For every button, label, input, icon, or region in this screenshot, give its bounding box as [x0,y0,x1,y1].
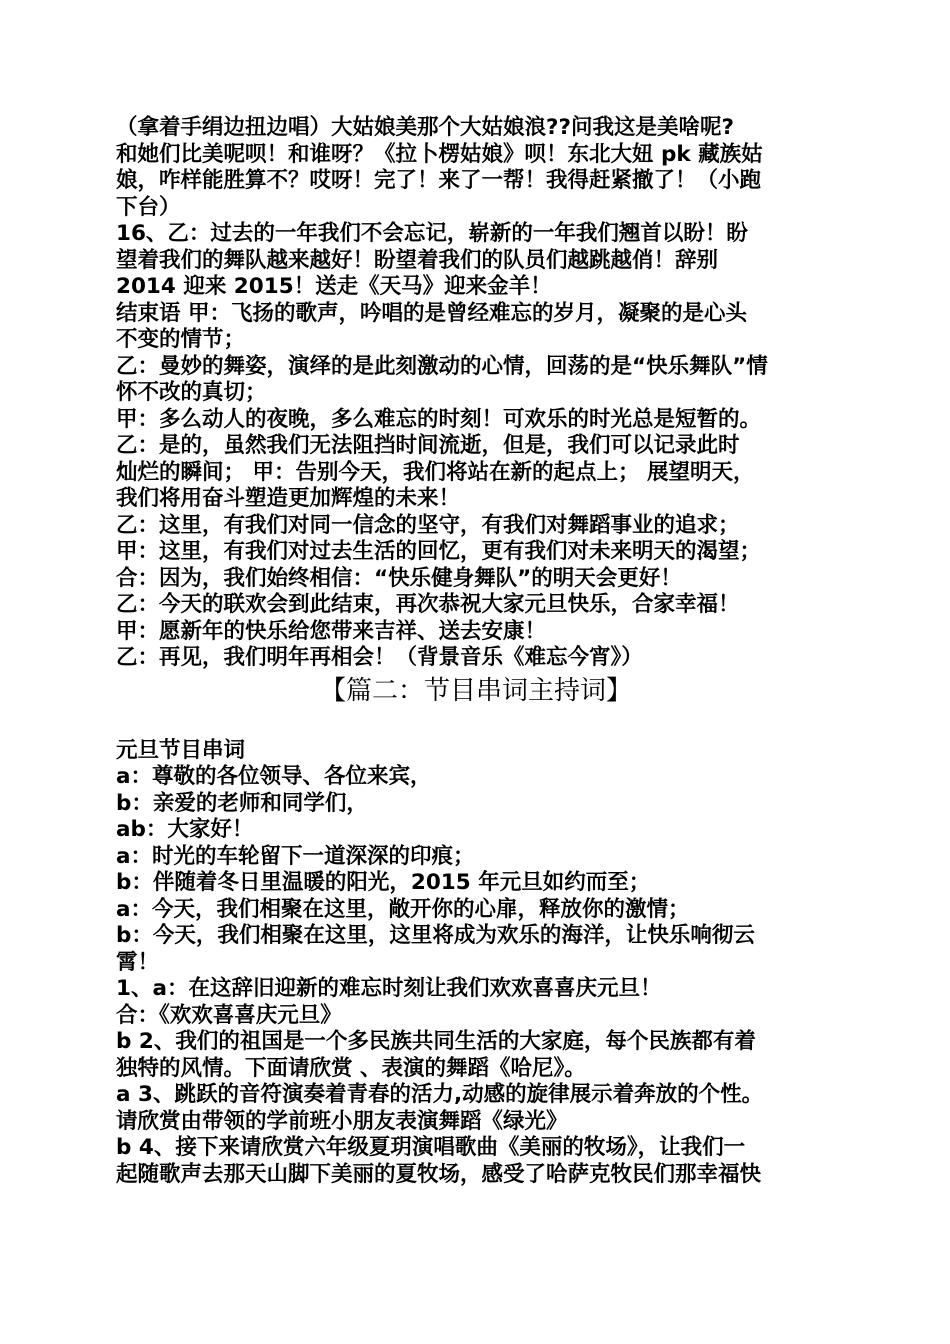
text-line: b 4、接下来请欣赏六年级夏玥演唱歌曲《美丽的牧场》，让我们一 [116,1135,746,1160]
text-line: 乙：今天的联欢会到此结束，再次恭祝大家元旦快乐，合家幸福！ [116,592,740,617]
section-two-text [116,738,836,1189]
text-line: 2014 迎来 2015！送走《天马》迎来金羊！ [116,274,552,299]
text-line: 元旦节目串词 [116,737,246,763]
document-body [116,115,836,1188]
text-line: 娘，咋样能胜算不？哎呀！完了！来了一帮！我得赶紧撤了！（小跑 [116,168,762,193]
text-line: 霄！ [116,949,160,975]
text-line: 甲：愿新年的快乐给您带来吉祥、送去安康！ [116,618,547,644]
text-line: a 3、跳跃的音符演奏着青春的活力,动感的旋律展示着奔放的个性。 [116,1082,764,1107]
text-line: 合：《欢欢喜喜庆元旦》 [116,1002,342,1028]
text-line: 甲：多么动人的夜晚，多么难忘的时刻！可欢乐的时光总是短暂的。 [116,406,762,432]
text-line: 乙：是的，虽然我们无法阻挡时间流逝，但是，我们可以记录此时 [116,433,740,458]
text-line: 结束语 甲：飞扬的歌声，吟唱的是曾经难忘的岁月，凝聚的是心头 [116,300,747,326]
text-line: 请欣赏由带领的学前班小朋友表演舞蹈《绿光》 [116,1108,568,1134]
text-line: 灿烂的瞬间； 甲：告别今天，我们将站在新的起点上； 展望明天， [116,459,755,485]
text-line: 望着我们的舞队越来越好！盼望着我们的队员们越跳越俏！辞别 [116,247,719,273]
section-one-text [116,115,836,672]
text-line: 和她们比美呢呗！和谁呀？《拉卜楞姑娘》呗！东北大妞 pk 藏族姑 [116,141,763,167]
text-line: b：今天，我们相聚在这里，这里将成为欢乐的海洋，让快乐响彻云 [116,923,755,948]
text-line: 乙：再见，我们明年再相会！（背景音乐《难忘今宵》） [116,645,643,670]
text-line: a：今天，我们相聚在这里，敞开你的心扉，释放你的激情； [116,896,690,922]
text-line: 不变的情节； [116,327,246,352]
text-line: b 2、我们的祖国是一个多民族共同生活的大家庭，每个民族都有着 [116,1029,756,1054]
text-line: ab：大家好！ [116,817,254,842]
text-line: b：伴随着冬日里温暖的阳光，2015 年元旦如约而至； [116,870,651,895]
text-line: 16、乙：过去的一年我们不会忘记，崭新的一年我们翘首以盼！盼 [116,221,748,246]
text-line: （拿着手绢边扭边唱）大姑娘美那个大姑娘浪??问我这是美啥呢? [116,115,734,140]
text-line: a：尊敬的各位领导、各位来宾， [116,764,432,789]
text-line: 起随歌声去那天山脚下美丽的夏牧场，感受了哈萨克牧民们那幸福快 [116,1161,762,1187]
text-line: 独特的风情。下面请欣赏 、表演的舞蹈《哈尼》。 [116,1055,586,1081]
text-line: 怀不改的真切； [116,380,267,405]
text-line: a：时光的车轮留下一道深深的印痕； [116,843,475,869]
text-line: 下台） [116,194,181,220]
text-line: 甲：这里，有我们对过去生活的回忆，更有我们对未来明天的渴望； [116,539,762,564]
text-line: 我们将用奋斗塑造更加辉煌的未来！ [116,486,461,511]
text-line: 合：因为，我们始终相信：“快乐健身舞队”的明天会更好！ [116,565,682,591]
section-heading: 【篇二：节目串词主持词】 [319,675,632,706]
text-line: b：亲爱的老师和同学们， [116,790,368,816]
text-line: 乙：这里，有我们对同一信念的坚守，有我们对舞蹈事业的追求； [116,512,740,538]
text-line: 乙：曼妙的舞姿，演绎的是此刻激动的心情，回荡的是“快乐舞队”情 [116,353,768,379]
text-line: 1、a：在这辞旧迎新的难忘时刻让我们欢欢喜喜庆元旦！ [116,976,662,1001]
